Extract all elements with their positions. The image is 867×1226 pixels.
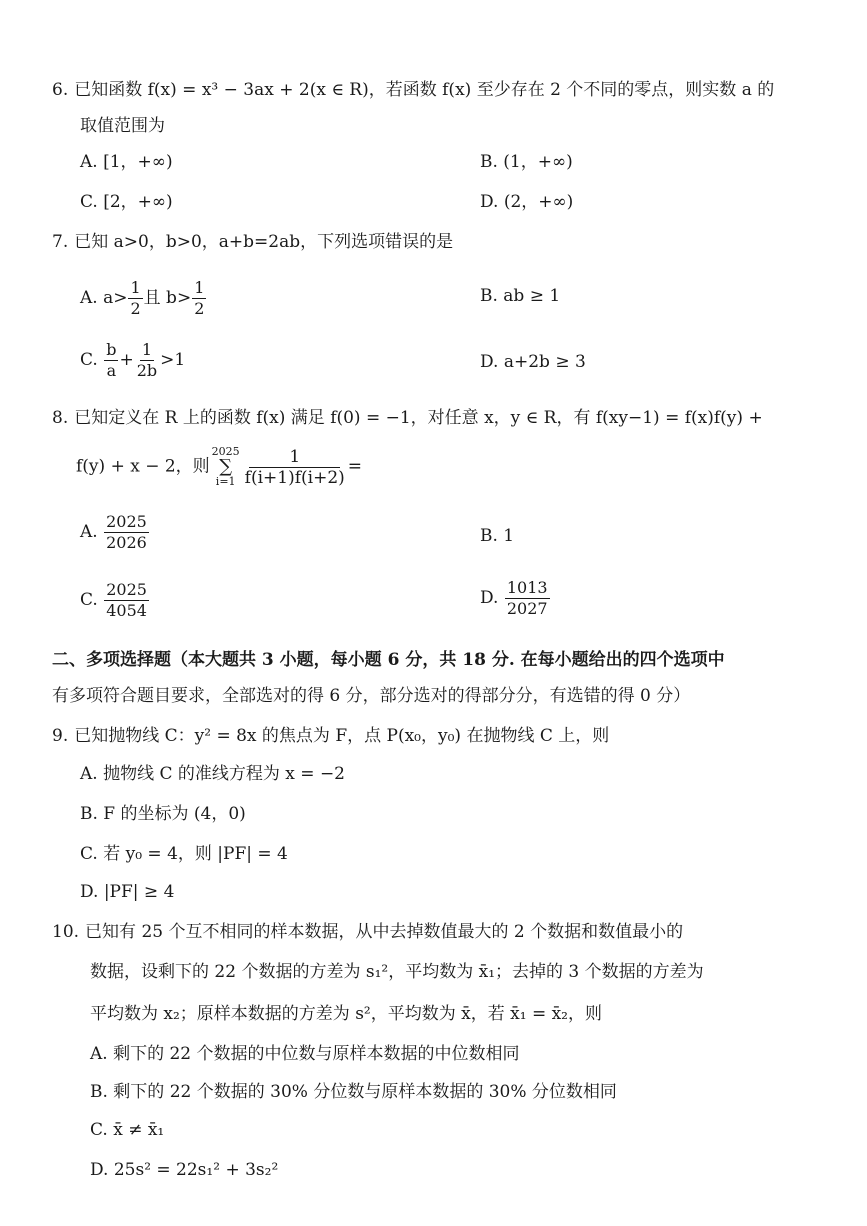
q7-c-frac1-num: b	[106, 340, 117, 359]
q10-number: 10.	[52, 922, 80, 942]
q8-option-b: B. 1	[480, 526, 515, 546]
q10-option-b: B. 剩下的 22 个数据的 30% 分位数与原样本数据的 30% 分位数相同	[90, 1082, 617, 1102]
q7-c-frac2-den: 2b	[136, 361, 158, 380]
section2-header-line1: 二、多项选择题（本大题共 3 小题，每小题 6 分，共 18 分. 在每小题给出的四个选项中	[52, 650, 725, 670]
q8-sum-frac-den: f(i+1)f(i+2)	[244, 467, 345, 488]
q10-stem-line1	[52, 920, 683, 944]
q7-c-prefix: C.	[80, 350, 98, 370]
q8-stem-text2: f(y) + x − 2，则	[76, 456, 210, 477]
q6-option-b: B. (1，+∞)	[480, 152, 573, 172]
q8-sum-symbol: ∑	[219, 456, 233, 477]
q6-stem-text1: 已知函数 f(x) = x³ − 3ax + 2(x ∈ R)，若函数 f(x) 至少存在 2 个不同的零点，则实数 a 的	[74, 80, 775, 100]
q6-option-a: A. [1，+∞)	[80, 152, 173, 172]
q8-a-prefix: A.	[80, 522, 98, 542]
q8-c-den: 4054	[106, 601, 147, 620]
q10-option-c: C. x̄ ≠ x̄₁	[90, 1120, 165, 1140]
q7-stem-text: 已知 a>0，b>0，a+b=2ab，下列选项错误的是	[74, 232, 454, 252]
q6-stem-line2: 取值范围为	[80, 116, 165, 136]
q6-stem-line1	[52, 78, 774, 102]
q7-option-c	[80, 340, 185, 381]
q7-c-frac1-den: a	[106, 361, 117, 380]
q8-c-num: 2025	[106, 580, 147, 599]
section2-header-line2: 有多项符合题目要求，全部选对的得 6 分，部分选对的得部分分，有选错的得 0 分）	[52, 686, 691, 706]
q10-option-d: D. 25s² = 22s₁² + 3s₂²	[90, 1160, 279, 1180]
q7-stem	[52, 230, 453, 254]
q7-c-suffix: >1	[160, 350, 186, 370]
q10-stem-line3: 平均数为 x₂；原样本数据的方差为 s²，平均数为 x̄，若 x̄₁ = x̄₂，则	[90, 1004, 602, 1024]
q10-option-a: A. 剩下的 22 个数据的中位数与原样本数据的中位数相同	[90, 1044, 520, 1064]
q8-stem-equals: =	[347, 456, 363, 477]
q8-stem-line2	[76, 446, 362, 488]
q9-option-d: D. |PF| ≥ 4	[80, 882, 175, 902]
q6-option-c: C. [2，+∞)	[80, 192, 173, 212]
q7-a-mid: 且 b>	[143, 288, 192, 308]
q8-d-den: 2027	[506, 599, 548, 618]
q8-number: 8.	[52, 408, 69, 428]
q6-option-d: D. (2，+∞)	[480, 192, 574, 212]
q8-d-frac	[505, 578, 550, 619]
q8-option-c	[80, 580, 150, 621]
q9-number: 9.	[52, 726, 69, 746]
q10-stem-line2: 数据，设剩下的 22 个数据的方差为 s₁²，平均数为 x̄₁；去掉的 3 个数据的方差为	[90, 962, 704, 982]
q8-option-d	[480, 578, 551, 619]
q8-a-frac	[104, 512, 149, 553]
q7-a-prefix: A. a>	[80, 288, 128, 308]
q8-c-frac	[104, 580, 149, 621]
q7-a-frac1	[128, 278, 142, 319]
q9-stem-text: 已知抛物线 C：y² = 8x 的焦点为 F，点 P(x₀，y₀) 在抛物线 C 上，则	[74, 726, 610, 746]
q9-option-a: A. 抛物线 C 的准线方程为 x = −2	[80, 764, 346, 784]
q8-d-prefix: D.	[480, 588, 499, 608]
q9-option-c: C. 若 y₀ = 4，则 |PF| = 4	[80, 844, 288, 864]
q10-stem-text1: 已知有 25 个互不相同的样本数据，从中去掉数值最大的 2 个数据和数值最小的	[85, 922, 684, 942]
q8-sum-frac	[243, 447, 347, 488]
q8-sum-frac-num: 1	[249, 447, 340, 468]
q8-d-num: 1013	[506, 578, 548, 597]
q7-number: 7.	[52, 232, 69, 252]
q8-sum-upper: 2025	[211, 445, 240, 458]
q8-summation	[212, 446, 240, 488]
q7-c-frac2-num: 1	[141, 340, 153, 359]
q7-a-frac2-num: 1	[194, 278, 205, 297]
q9-option-b: B. F 的坐标为 (4，0)	[80, 804, 246, 824]
q8-stem-line1	[52, 406, 763, 430]
q7-option-b: B. ab ≥ 1	[480, 286, 561, 306]
q8-stem-text1: 已知定义在 R 上的函数 f(x) 满足 f(0) = −1，对任意 x，y ∈ R，有 f(xy−1) = f(x)f(y) +	[74, 408, 763, 428]
q8-option-a	[80, 512, 150, 553]
q8-c-prefix: C.	[80, 590, 98, 610]
q7-option-d: D. a+2b ≥ 3	[480, 352, 586, 372]
q9-stem	[52, 724, 609, 748]
q6-number: 6.	[52, 80, 69, 100]
q8-a-den: 2026	[106, 533, 147, 552]
q7-c-frac2	[135, 340, 159, 381]
q7-option-a	[80, 278, 207, 319]
q7-c-plus: +	[119, 350, 134, 370]
q7-a-frac1-num: 1	[130, 278, 141, 297]
q7-c-frac1	[104, 340, 118, 381]
q7-a-frac2-den: 2	[194, 299, 205, 318]
q7-a-frac2	[192, 278, 206, 319]
q7-a-frac1-den: 2	[130, 299, 141, 318]
q8-sum-lower: i=1	[215, 475, 236, 488]
q8-a-num: 2025	[106, 512, 147, 531]
